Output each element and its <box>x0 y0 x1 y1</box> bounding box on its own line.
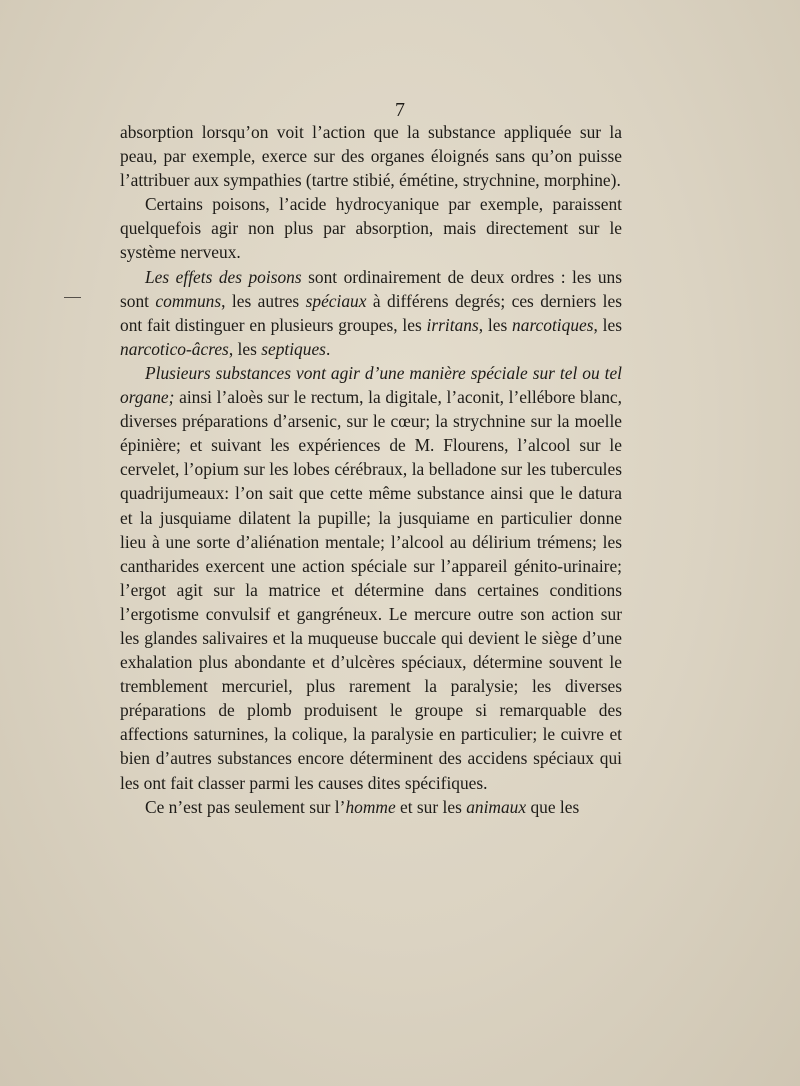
text-run: , les <box>593 314 622 335</box>
text-run: ainsi l’aloès sur le rectum, la digitale, l’aconit, l’ellébore blanc, diverses préparations d’arsenic, sur le cœur; la strychnine sur la moelle épinière; et suivant les expériences de M. Flourens, l’alcool sur le cervelet, l’opium sur les lobes cérébraux, la belladone sur les tubercules quadrijumeaux: l’on sait que cette même substance ainsi que le datura et la jusquiame dilatent la pupille; la jusquiame en particulier donne lieu à une sorte d’aliénation mentale; l’alcool au délirium trémens; les cantharides exercent une action spéciale sur l’appareil génito-urinaire; l’ergot agit sur la matrice et détermine dans certaines conditions l’ergotisme convulsif et gangréneux. Le mercure outre son action sur les glandes salivaires et la muqueuse buccale qui devient le siège d’une exhalation plus abondante et d’ulcères spéciaux, détermine souvent le tremblement mercuriel, plus rarement la paralysie; les diverses préparations de plomb produisent le groupe si remarquable des affections saturnines, la colique, la paralysie en particulier; le cuivre et bien d’autres substances encore déterminent des accidens spéciaux qui les ont fait classer parmi les causes dites spécifiques. <box>120 387 622 793</box>
text-run: et sur les <box>395 796 467 817</box>
text-run: sont ordinairement de deux ordres : les uns sont <box>120 266 622 311</box>
italic-text: spéciaux <box>305 290 367 311</box>
margin-mark <box>64 297 81 298</box>
italic-text: Plusieurs substances vont agir d’une manière spéciale sur tel ou tel organe; <box>120 362 622 408</box>
text-run: , les <box>478 314 513 335</box>
page-number: 7 <box>395 99 405 121</box>
body-text <box>120 120 622 819</box>
text-run: , les <box>228 338 262 359</box>
paragraph <box>120 265 622 361</box>
paragraph <box>120 192 622 264</box>
paragraph <box>120 795 622 819</box>
italic-text: homme <box>345 796 396 817</box>
text-run: absorption lorsqu’on voit l’action que la substance appliquée sur la peau, par exemple, exerce sur des organes éloignés sans qu’on puisse l’attribuer aux sympathies (tartre stibié, émétine, strychnine, morphine). <box>120 122 622 191</box>
italic-text: animaux <box>466 796 527 817</box>
italic-text: irritans <box>426 314 479 335</box>
paragraph <box>120 361 622 795</box>
italic-text: septiques <box>261 338 326 359</box>
text-run: que les <box>526 796 580 817</box>
italic-text: Les effets des poisons <box>145 266 302 287</box>
text-run: , les autres <box>221 290 306 311</box>
paragraph <box>120 120 622 192</box>
text-run: . <box>325 338 331 359</box>
italic-text: narcotico-âcres <box>120 338 229 359</box>
text-run: Certains poisons, l’acide hydrocyanique par exemple, paraissent quelquefois agir non plus par absorption, mais directement sur le système nerveux. <box>120 194 622 263</box>
text-run: à différens degrés; ces derniers les ont fait distinguer en plusieurs groupes, les <box>120 290 622 335</box>
italic-text: communs <box>155 290 222 311</box>
text-run: Ce n’est pas seulement sur l’ <box>145 796 346 817</box>
italic-text: narcotiques <box>512 314 594 335</box>
